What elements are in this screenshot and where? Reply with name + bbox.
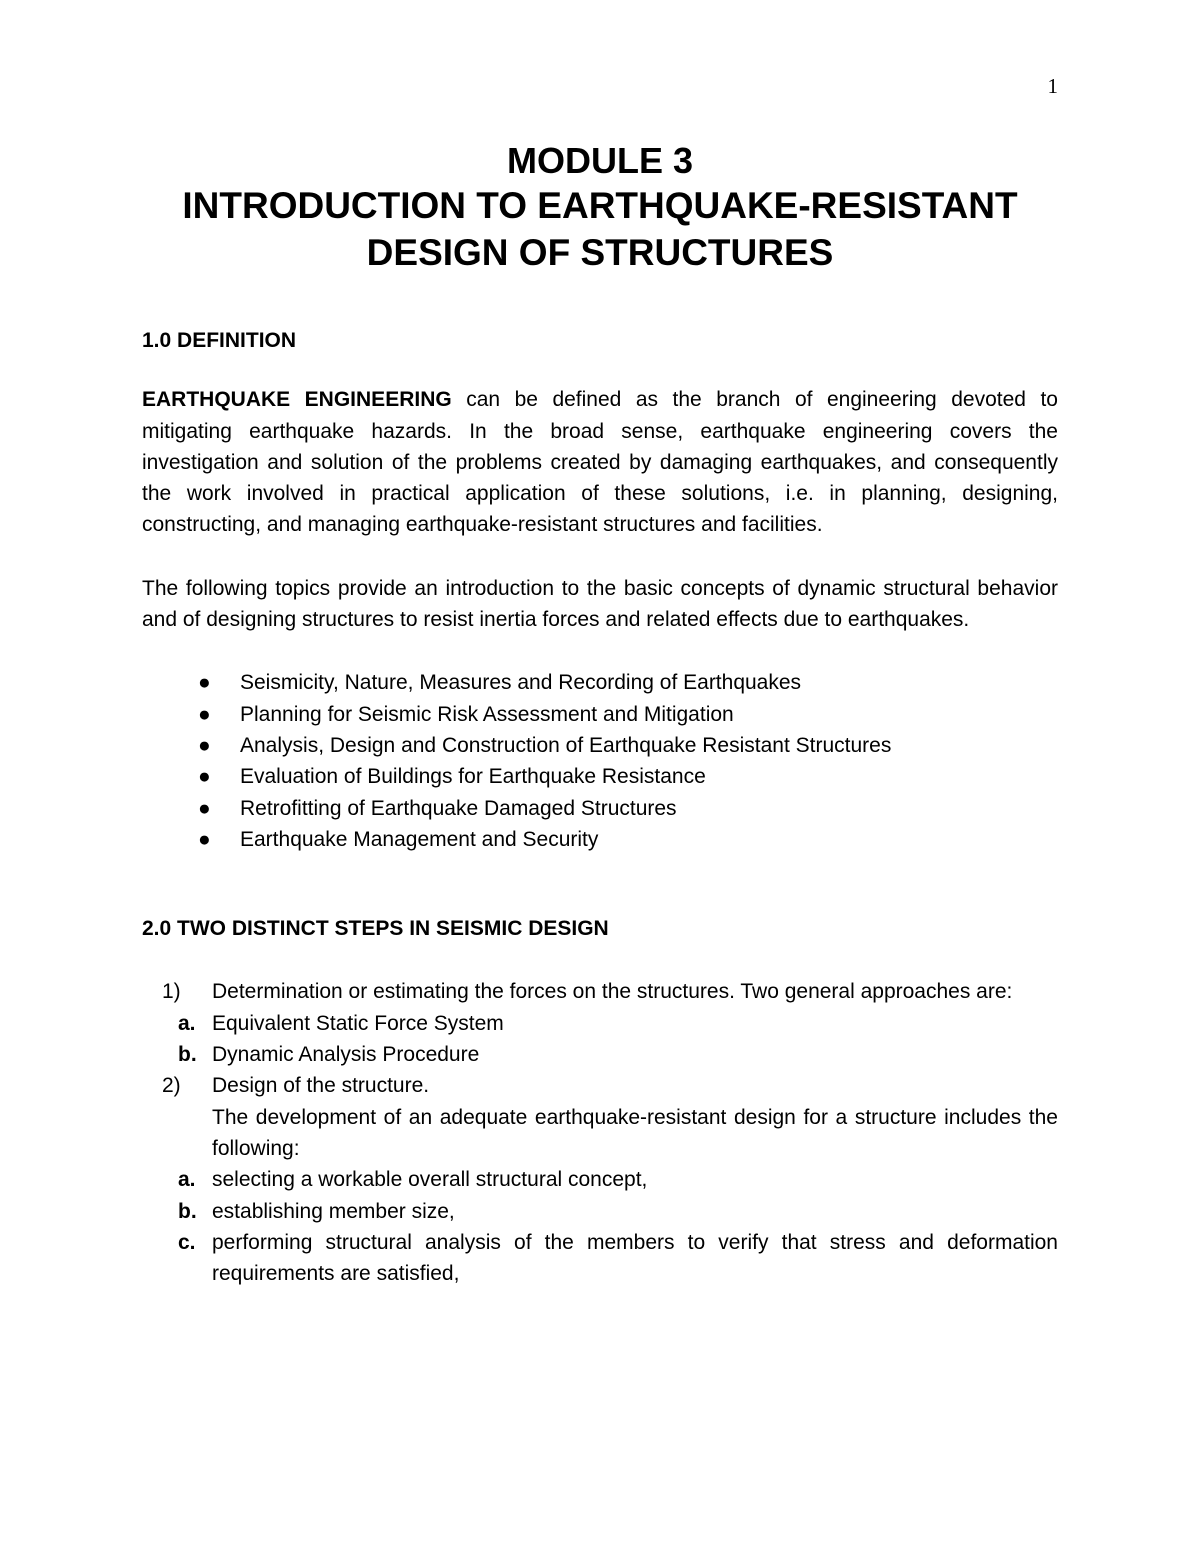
step-1-item-b (142, 1039, 1058, 1070)
step-2-item-c (142, 1227, 1058, 1290)
step-2-item-b (142, 1196, 1058, 1227)
definition-paragraph (142, 384, 1058, 540)
step-1-item-a (142, 1008, 1058, 1039)
topic-text: Analysis, Design and Construction of Earthquake Resistant Structures (240, 733, 892, 757)
item-letter: a. (178, 1011, 196, 1035)
definition-text: can be defined as the branch of engineering devoted to mitigating earthquake hazards. In the broad sense, earthquake engineering covers the investigation and solution of the problems created by damaging earthquakes, and consequently the work involved in practical application of these solutions, i.e. in planning, designing, constructing, and managing earthquake-resistant structures and facilities. (142, 388, 1058, 537)
item-letter: b. (178, 1199, 197, 1223)
step-2-item-a (142, 1164, 1058, 1195)
document-title-line-2: DESIGN OF STRUCTURES (366, 232, 834, 273)
item-text: Dynamic Analysis Procedure (212, 1043, 480, 1067)
item-letter: a. (178, 1168, 196, 1192)
list-item (198, 824, 1058, 855)
bullet-icon: ● (198, 796, 211, 820)
step-text: Design of the structure. (212, 1074, 430, 1098)
step-subtext: The development of an adequate earthquake-resistant design for a structure includes the following: (212, 1105, 1058, 1160)
item-letter: c. (178, 1230, 196, 1254)
item-text: establishing member size, (212, 1199, 455, 1223)
step-text: Determination or estimating the forces on the structures. Two general approaches are: (212, 980, 1013, 1004)
topic-text: Seismicity, Nature, Measures and Recording of Earthquakes (240, 671, 802, 695)
page-number: 1 (1047, 74, 1058, 98)
list-item (198, 793, 1058, 824)
bullet-icon: ● (198, 827, 211, 851)
topic-text: Planning for Seismic Risk Assessment and Mitigation (240, 702, 734, 726)
list-item (198, 699, 1058, 730)
bullet-icon: ● (198, 702, 211, 726)
topics-intro-paragraph: The following topics provide an introduction to the basic concepts of dynamic structural behavior and of designing structures to resist inertia forces and related effects due to earthquakes. (142, 576, 1058, 632)
step-1 (142, 976, 1058, 1007)
step-number: 1) (162, 980, 181, 1004)
section-heading-seismic-design: 2.0 TWO DISTINCT STEPS IN SEISMIC DESIGN (142, 917, 609, 941)
topic-text: Evaluation of Buildings for Earthquake Resistance (240, 765, 706, 789)
list-item (198, 730, 1058, 761)
topic-text: Earthquake Management and Security (240, 827, 599, 851)
definition-term: EARTHQUAKE ENGINEERING (142, 388, 452, 412)
document-title-line-1: INTRODUCTION TO EARTHQUAKE-RESISTANT (182, 185, 1018, 226)
step-2 (142, 1070, 1058, 1164)
topics-list (142, 667, 1058, 855)
list-item (198, 761, 1058, 792)
bullet-icon: ● (198, 733, 211, 757)
item-text: selecting a workable overall structural concept, (212, 1168, 648, 1192)
bullet-icon: ● (198, 765, 211, 789)
item-text: Equivalent Static Force System (212, 1011, 504, 1035)
item-letter: b. (178, 1043, 197, 1067)
step-number: 2) (162, 1074, 181, 1098)
list-item (198, 667, 1058, 698)
title-block (0, 140, 1200, 276)
topic-text: Retrofitting of Earthquake Damaged Structures (240, 796, 677, 820)
item-text: performing structural analysis of the members to verify that stress and deformation requirements are satisfied, (212, 1230, 1058, 1286)
document-body (142, 325, 1058, 1289)
module-title: MODULE 3 (506, 140, 693, 181)
bullet-icon: ● (198, 671, 211, 695)
section-heading-definition: 1.0 DEFINITION (142, 329, 297, 352)
